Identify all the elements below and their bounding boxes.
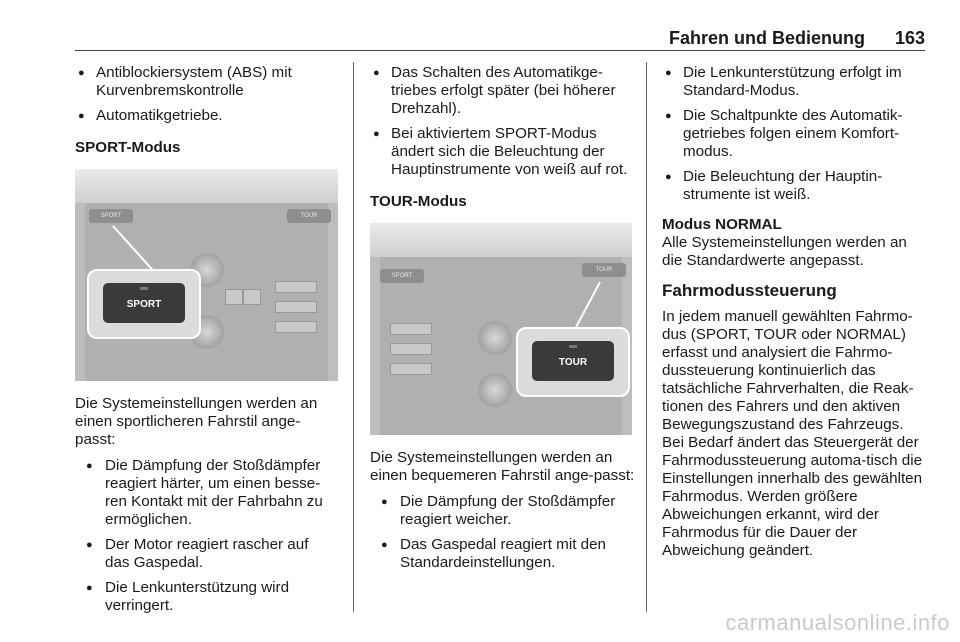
console-slot [225,289,243,305]
knob-icon [478,321,512,355]
sport-intro-text: Die Systemeinstellungen werden an einen sportlicheren Fahrstil ange-passt: [75,395,318,448]
list-item: ● Die Lenkunterstützung wird verringert. [75,579,337,615]
sport-heading: SPORT-Modus [75,139,181,156]
sport-bullet-list [75,457,337,615]
list-item: ● Die Beleuchtung der Hauptin-strumente ist weiß. [662,168,924,204]
list-item: ● Das Schalten des Automatikge-triebes erfolgt später (bei höherer Drehzahl). [370,64,638,118]
console-slot [390,323,432,335]
watermark: carmanualsonline.info [725,610,950,635]
sport-button-illustration: SPORT [103,283,185,323]
small-sport-button: SPORT [380,269,424,283]
bullet-list-top [75,64,337,125]
list-item: ● Die Dämpfung der Stoßdämpfer reagiert härter, um einen besse-ren Kontakt mit der Fahrbahn zu ermöglichen. [75,457,337,529]
console-slot [243,289,261,305]
page-number: 163 [894,28,925,48]
list-item: ● Die Dämpfung der Stoßdämpfer reagiert weicher. [370,493,638,529]
column-2 [370,64,638,579]
column-1 [75,64,337,622]
list-item: ● Die Lenkunterstützung erfolgt im Standard-Modus. [662,64,924,100]
column-divider-2 [646,62,647,612]
small-tour-button: TOUR [582,263,626,277]
tour-button-illustration: TOUR [532,341,614,381]
bullet-list-top [662,64,924,204]
list-item: ● Bei aktiviertem SPORT-Modus ändert sich die Beleuchtung der Hauptinstrumente von weiß auf rot. [370,125,638,179]
sport-figure [75,169,338,381]
tour-figure [370,223,632,435]
section-heading: Fahrmodussteuerung [662,281,837,300]
column-divider-1 [353,62,354,612]
list-item: ● Antiblockiersystem (ABS) mit Kurvenbremskontrolle [75,64,337,100]
page-header [75,22,925,51]
small-sport-button: SPORT [89,209,133,223]
header-title: Fahren und Bedienung [669,28,865,48]
tour-heading: TOUR-Modus [370,193,467,210]
figure-top-trim [75,169,338,203]
console-slot [275,301,317,313]
list-item: ● Das Gaspedal reagiert mit den Standardeinstellungen. [370,536,638,572]
tour-bullet-list [370,493,638,572]
callout-box [516,327,630,397]
console-slot [275,321,317,333]
console-slot [390,343,432,355]
list-item: ● Der Motor reagiert rascher auf das Gaspedal. [75,536,337,572]
knob-icon [478,373,512,407]
list-item: ● Die Schaltpunkte des Automatik-getriebes folgen einem Komfort-modus. [662,107,924,161]
tour-intro-text: Die Systemeinstellungen werden an einen bequemeren Fahrstil ange-passt: [370,449,635,484]
bullet-list-top [370,64,638,179]
console-slot [275,281,317,293]
console-slot [390,363,432,375]
column-3 [662,64,924,568]
callout-box [87,269,201,339]
normal-heading: Modus NORMAL [662,216,782,233]
list-item: ● Automatikgetriebe. [75,107,337,125]
normal-text: Alle Systemeinstellungen werden an die Standardwerte angepasst. [662,234,907,269]
figure-top-trim [370,223,632,257]
small-tour-button: TOUR [287,209,331,223]
section-text: In jedem manuell gewählten Fahrmo-dus (SPORT, TOUR oder NORMAL) erfasst und analysiert die Fahrmo-dussteuerung kontinuierlich das tatsächliche Fahrverhalten, die Reak-tionen des Fahrers und den aktiven Bewegungszustand des Fahrzeugs. Bei Bedarf ändert das Steuergerät der Fahrmodussteuerung automa-tisch die Einstellungen innerhalb des gewählten Fahrmodus. Werden größere Abweichungen erkannt, wird der Fahrmodus für die Dauer der Abweichung geändert. [662,308,923,559]
